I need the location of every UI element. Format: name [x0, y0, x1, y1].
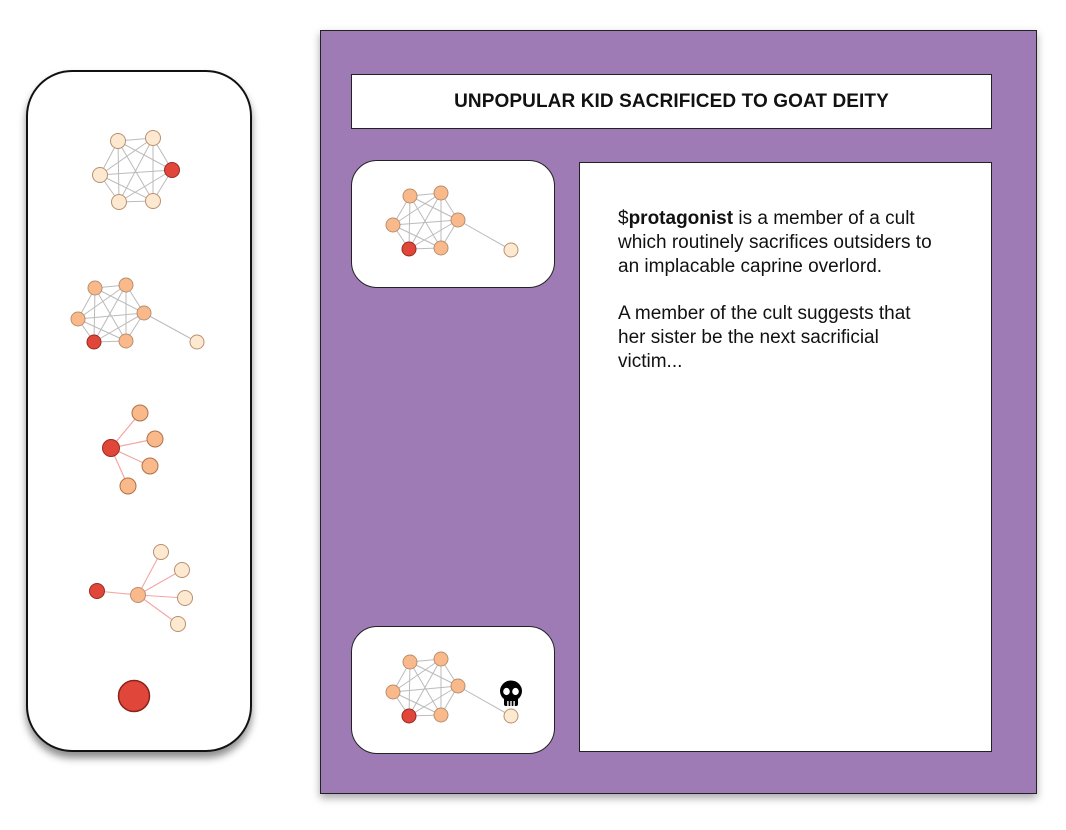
graph-sidebar — [26, 70, 252, 752]
story-title-box — [351, 74, 992, 129]
story-text-box — [579, 162, 992, 752]
network-graph-clique[interactable] — [88, 128, 188, 218]
protagonist-prefix: $ — [618, 208, 629, 229]
network-graph-hub-red[interactable] — [98, 402, 168, 502]
story-panel — [320, 30, 1037, 794]
story-paragraph-1 — [618, 207, 936, 279]
single-node-red[interactable] — [114, 676, 154, 716]
network-graph-outsider[interactable] — [68, 276, 208, 356]
protagonist-variable: protagonist — [628, 208, 734, 229]
network-graph-before — [382, 186, 532, 261]
skull-icon — [500, 681, 522, 707]
story-title: UNPOPULAR KID SACRIFICED TO GOAT DEITY — [454, 90, 889, 112]
thumbnail-after[interactable] — [351, 626, 555, 754]
network-graph-hub-orange[interactable] — [86, 542, 196, 637]
thumbnail-before[interactable] — [351, 160, 555, 288]
network-graph-after — [382, 647, 532, 732]
story-paragraph-2: A member of the cult suggests that her sister be the next sacrificial victim... — [618, 303, 911, 372]
story-paragraph-1-text: is a member of a cult which routinely sacrifices outsiders to an implacable caprine overlord. — [618, 208, 932, 277]
